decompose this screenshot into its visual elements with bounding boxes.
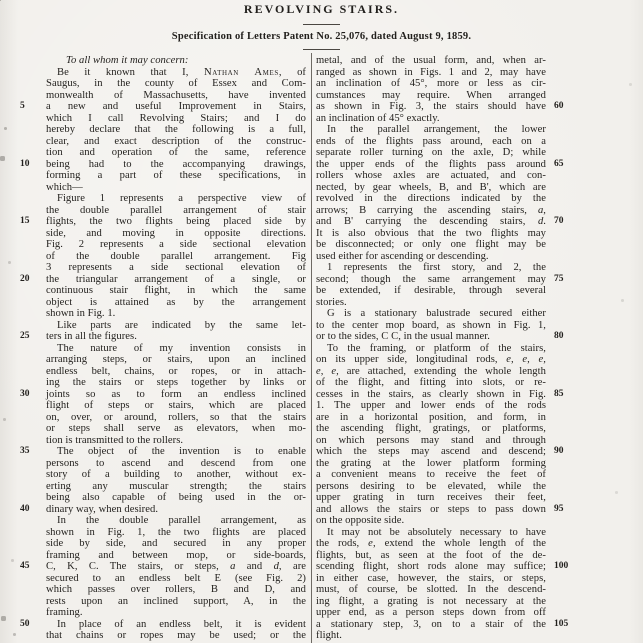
line-text: Figure 1 represents a perspective view of [57,193,306,204]
text-line [46,435,306,447]
line-text: on the opposite side. [316,515,405,526]
line-text: on its upper side, longitudinal rods, e, e, e, [316,354,546,365]
text-line [46,596,306,608]
line-text: a stationary step, 3, on to a stair of the [316,618,546,630]
line-text: dinary way, when desired. [46,503,159,515]
line-text: ends of the flights pass around, each on a [316,135,546,147]
text-line [316,239,546,251]
line-number: 90 [554,446,564,456]
line-text: To all whom it may concern: [66,55,189,66]
line-text: shown in Fig. 1, the two flights are placed [46,526,306,538]
line-text: flight of steps or stairs, which are placed [46,400,306,411]
text-line [46,308,306,320]
line-text: which I call Revolving Stairs; and I do [46,112,306,124]
line-text: being had to the accompanying drawings, [46,158,306,170]
line-text: Fig. 2 represents a side sectional elevation [46,239,306,250]
line-text: the triangular arrangement of a single, or [46,273,306,285]
line-text: be extended, if desirable, through several [316,285,546,296]
line-text: tion is transmitted to the rollers. [46,434,184,446]
text-line [46,481,306,493]
line-number: 75 [554,273,564,284]
line-text: framing. [46,607,83,618]
header-rule-top [303,24,340,25]
line-text: on which persons may stand and through [316,434,546,446]
line-text: second; though the same arrangement may [316,273,546,285]
line-text: revolved in the directions indicated by the [316,193,546,204]
text-line [316,618,569,631]
scan-artifact-specks [0,0,1,1]
line-number: 50 [20,618,30,629]
text-line [46,124,306,136]
text-line [316,423,546,435]
text-line [316,113,546,125]
line-number: 10 [20,158,30,169]
line-text: G is a stationary balustrade secured either [327,308,546,319]
line-text: shown in Fig. 1. [46,308,116,319]
text-line [46,630,306,642]
text-line [316,446,564,458]
line-text: the ascending flight, gratings, or platforms, [316,423,546,434]
text-line [20,331,306,343]
line-text: a convenient means to receive the feet of [316,469,546,480]
text-line [46,458,306,470]
text-line [46,538,306,550]
line-text: 1. The upper and lower ends of the rods [316,400,546,411]
text-line [20,446,306,458]
text-line [316,216,564,228]
line-text: used either for ascending or descending. [316,250,489,262]
line-text: stories. [316,296,347,308]
text-line [316,158,564,171]
line-number: 100 [554,561,569,571]
line-text: The object of the invention is to enable [57,446,306,457]
line-text: scending flight, short rods alone may suffice; [316,561,546,572]
line-number: 15 [20,216,30,226]
line-text: flight. [316,630,342,641]
text-line [46,354,306,366]
line-text: which passes over rollers, B and D, and [46,584,306,595]
text-line [316,481,546,493]
line-text: rollers whose axles are actuated, and con- [316,170,546,181]
line-number: 65 [554,158,564,169]
line-text: nected, by gear wheels, B, and B', which are [316,181,546,193]
text-line [46,377,306,389]
text-line [316,193,546,205]
text-line [46,170,306,182]
text-line [316,630,546,642]
line-text: upper end, as a person steps down from off [316,607,546,618]
text-line [316,78,546,90]
line-text: persons desiring to be elevated, while the [316,480,546,492]
line-text: which— [46,181,83,193]
line-text: object is attained as by the arrangement [46,296,306,308]
text-line [46,343,306,355]
text-line [316,273,564,286]
text-line [46,239,306,251]
text-line [46,182,306,194]
line-text: and allows the stairs or steps to pass down [316,503,546,515]
line-number: 45 [20,561,30,571]
line-text: forming a part of these specifications, in [46,170,306,181]
text-line [316,136,546,148]
text-line [316,435,546,447]
text-line [316,388,564,401]
text-line [316,538,546,550]
text-line [46,285,306,297]
text-line [316,354,546,366]
line-text: Saugus, in the county of Essex and Com- [46,78,306,89]
text-line [46,607,306,619]
line-text: 3 represents a side sectional elevation of [46,262,306,273]
line-number: 85 [554,388,564,399]
line-number: 35 [20,446,30,456]
text-line [316,596,546,608]
text-line [316,308,546,320]
line-text: must, of course, be slotted. In the descend- [316,584,546,595]
text-line [46,527,306,539]
line-text: in either case, however, the stairs, or steps, [316,572,546,584]
line-text: endless belt, chains, or ropes, or in attach- [46,365,306,377]
text-line [316,343,546,355]
line-text: secured to an endless belt E (see Fig. 2) [46,572,306,584]
text-line [316,573,546,585]
line-text: framing and between mop, or side-boards, [46,549,306,561]
line-number: 80 [554,331,564,341]
text-line [46,423,306,435]
line-text: being also capable of being used in the or- [46,492,306,503]
text-line [316,228,546,240]
text-line [316,90,546,102]
line-text: Be it known that I, Nathan Ames, of [57,66,306,78]
line-text: to the center mop board, as shown in Fig. 1, [316,319,546,331]
line-text: The nature of my invention consists in [57,342,306,354]
line-text: of the double parallel arrangement. Fig [46,250,306,262]
text-line [316,515,546,527]
text-line [46,90,306,102]
line-text: C, K, C. The stairs, or steps, a and d, are [46,561,307,572]
line-number: 25 [20,331,30,341]
line-text: which the steps may ascend and descend; [316,446,546,457]
text-column-left [20,55,307,642]
line-text: the double parallel arrangement of stair [46,204,306,216]
line-text: are in a horizontal position, and form, in [316,411,546,423]
line-number: 40 [20,503,30,514]
line-text: cesses in the stairs, as clearly shown in Fig. [316,388,546,400]
text-line [20,561,307,573]
line-number: 5 [20,101,25,111]
text-line [46,147,306,159]
text-line [20,158,306,171]
page-header [0,0,643,50]
text-line [46,205,306,217]
text-line [316,527,546,539]
line-text: side, and moving in opposite directions. [46,227,306,239]
text-line [316,124,546,136]
text-line [46,469,306,481]
line-text: flights, but, as seen at the foot of the de- [316,549,546,561]
line-text: an inclination of 45°, more or less as cir- [316,78,546,89]
text-line [316,366,546,378]
line-text: the grating at the lower platform forming [316,457,546,469]
line-text: It is also obvious that the two flights may [316,227,546,239]
text-line [46,136,306,148]
line-text: ters in all the figures. [46,331,137,342]
text-line [316,584,546,596]
line-text: flights, the two flights being placed side by [46,216,306,227]
text-line [20,618,306,631]
text-line [20,273,306,286]
text-line [316,182,546,194]
line-text: e, e, are attached, extending the whole length [316,365,546,377]
line-text: ing the stairs or steps together by links or [46,377,306,388]
line-text: metal, and of the usual form, and, when ar- [316,55,546,66]
text-line [316,147,546,159]
text-line [46,228,306,240]
line-text: In place of an endless belt, it is evident [57,618,306,630]
text-line [46,67,306,79]
text-line [46,193,306,205]
text-line [316,251,546,263]
line-text: clear, and exact description of the construc- [46,135,306,147]
line-text: ranged as shown in Figs. 1 and 2, may have [316,66,546,78]
text-line [316,400,546,412]
line-text: erting any muscular strength; the stairs [46,480,306,492]
line-text: 1 represents the first story, and 2, the [327,262,546,273]
text-line [316,458,546,470]
line-text: the rods, e, extend the whole length of the [316,538,546,549]
line-number: 60 [554,101,564,111]
line-text: rests upon an inclined support, A, in the [46,595,306,607]
line-text: hereby declare that the following is a full, [46,124,306,135]
patent-spec-line: Specification of Letters Patent No. 25,076, dated August 9, 1859. [171,31,472,42]
line-text: or steps shall serve as elevators, when mo- [46,423,306,434]
text-line [316,262,546,274]
text-line [316,412,546,424]
line-text: of the flight, and fitting into slots, or re- [316,377,546,388]
text-line [46,251,306,263]
column-divider-rule [311,53,312,643]
line-number: 105 [554,618,569,629]
header-rule-bottom [303,49,340,50]
line-number: 20 [20,273,30,284]
text-line [46,573,306,585]
line-text: joints so as to form an endless inclined [46,388,306,400]
line-text: separate roller turning on the axle, D; while [316,147,546,158]
text-line [46,78,306,90]
line-text: a new and useful Improvement in Stairs, [46,101,306,112]
line-text: be disconnected; or only one flight may be [316,239,546,250]
text-line [46,113,306,125]
line-text: upper grating in turn receives their feet, [316,492,546,503]
line-number: 95 [554,503,564,514]
text-line [316,469,546,481]
text-line [20,101,306,113]
text-line [46,515,306,527]
line-text: arranging steps, or stairs, upon an inclined [46,354,306,365]
text-line [46,584,306,596]
text-line [316,503,564,516]
text-line [46,492,306,504]
text-line [316,561,569,573]
line-text: In the parallel arrangement, the lower [327,124,546,135]
text-line [20,388,306,401]
line-number: 70 [554,216,564,226]
line-text: To the framing, or platform of the stairs, [327,342,546,354]
line-text: and B' carrying the descending stairs, d. [316,216,546,227]
text-line [316,331,564,343]
text-line [316,170,546,182]
line-text: the upper ends of the flights pass around [316,158,546,170]
line-text: or to the sides, C C, in the usual manner. [316,331,490,342]
line-text: that chains or ropes may be used; or the [46,630,306,641]
text-line [46,297,306,309]
line-text: Like parts are indicated by the same let- [57,319,306,331]
line-text: In the double parallel arrangement, as [57,515,306,526]
text-line [316,297,546,309]
text-line [46,320,306,332]
text-line [46,262,306,274]
line-text: persons to ascend and descend from one [46,457,306,469]
text-line [46,550,306,562]
text-line [316,377,546,389]
line-text: an inclination of 45° exactly. [316,112,440,124]
text-line [316,205,546,217]
text-line [46,412,306,424]
line-text: continuous stair flight, in which the same [46,285,306,296]
line-text: monwealth of Massachusetts, have invented [46,89,306,101]
text-line [46,366,306,378]
line-text: It may not be absolutely necessary to have [327,526,546,538]
text-line [20,216,306,228]
line-text: as shown in Fig. 3, the stairs should have [316,101,546,112]
line-text: side by side, and secured in any proper [46,538,306,549]
text-line [316,607,546,619]
text-line [316,550,546,562]
line-text: on, over, or around, rollers, so that the stairs [46,411,306,423]
text-line [316,492,546,504]
text-column-right [316,55,569,642]
line-text: tion and operation of the same, reference [46,147,306,158]
text-line [316,285,546,297]
line-text: ing flight, a grating is not necessary at the [316,595,546,607]
line-number: 30 [20,388,30,399]
text-line [316,320,546,332]
text-line [316,55,546,67]
text-line [316,67,546,79]
line-text: story of a building to another, without ex- [46,469,306,480]
text-line [20,503,306,516]
text-line [316,101,564,113]
text-line [46,55,306,67]
text-line [46,400,306,412]
patent-title: REVOLVING STAIRS. [243,2,400,16]
line-text: arrows; B carrying the ascending stairs, a, [316,204,546,216]
line-text: cumstances may require. When arranged [316,89,546,101]
